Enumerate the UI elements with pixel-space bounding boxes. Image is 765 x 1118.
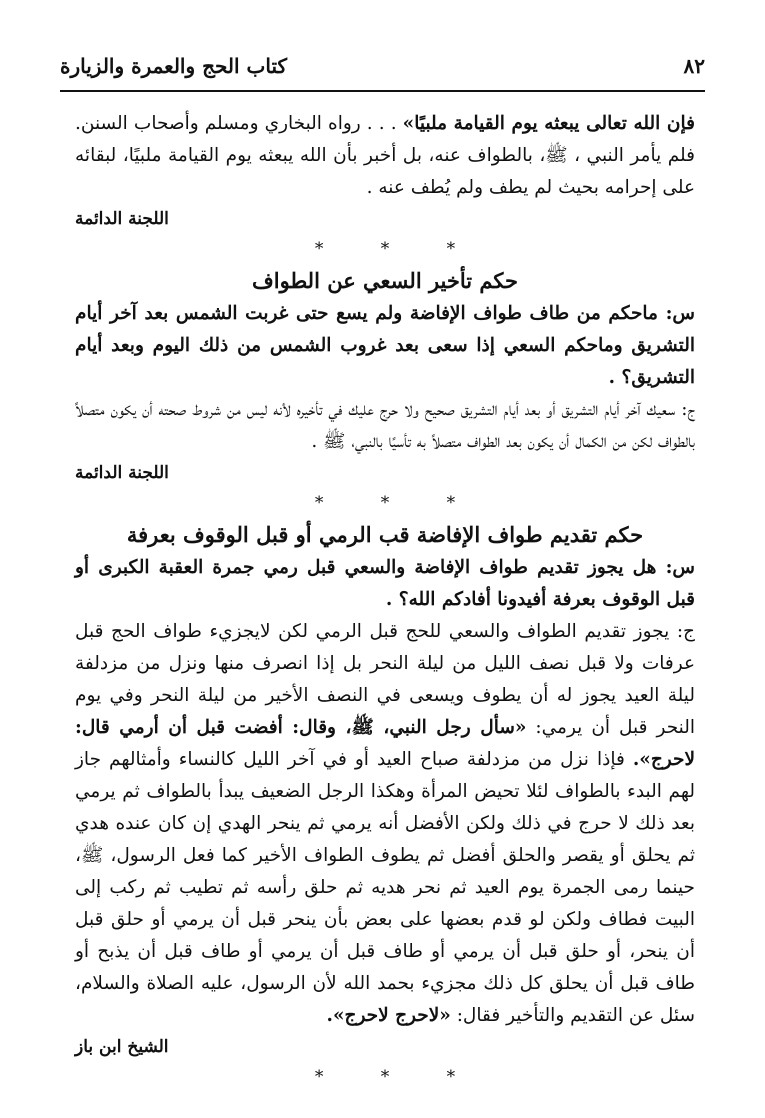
question-2: س: هل يجوز تقديم طواف الإفاضة والسعي قبل رمي جمرة العقبة الكبرى أو قبل الوقوف بعرفة أفيدونا أفادكم الله؟ . <box>75 557 695 610</box>
answer-2-part-b: فإذا نزل من مزدلفة صباح العيد أو في آخر الليل كالنساء وأمثالهم جاز لهم البدء بالطواف لئلا تحيض المرأة وهكذا الرجل الضعيف يبدأ بالطواف ثم يرمي بعد ذلك لا حرج في ذلك ولكن الأفضل أنه يرمي ثم ينحر الهدي إن كان عنده هدي ثم يحلق أو يقصر والحلق أفضل ثم يطوف الطواف الأخير كما فعل الرسول، ﷺ، حينما رمى الجمرة يوم العيد ثم نحر هديه ثم حلق رأسه ثم تطيب ثم ركب إلى البيت فطاف ولكن لو قدم بعضها على بعض بأن ينحر قبل أن يرمي أو حلق قبل أن ينحر، أو حلق قبل أن يرمي أو طاف قبل أن يرمي أو طاف قبل أن يذبح أو طاف قبل أن يحلق كل ذلك مجزيء بحمد الله لأن الرسول، عليه الصلاة والسلام، سئل عن التقديم والتأخير فقال: <box>75 749 695 1026</box>
answer-2-part-a: ج: يجوز تقديم الطواف والسعي للحج قبل الرمي لكن لايجزيء طواف الحج قبل عرفات ولا قبل نصف الليل من ليلة النحر بل إذا انصرف منها ونزل من مزدلفة ليلة العيد يجوز له أن يطوف ويسعى في النصف الأخير من ليلة النحر وفي يوم النحر قبل أن يرمي: <box>75 621 695 738</box>
answer-2-hadith-2: «لاحرج لاحرج». <box>326 1005 451 1026</box>
intro-bold-quote: فإن الله تعالى يبعثه يوم القيامة ملبيًا» <box>402 113 695 134</box>
page-header <box>60 50 705 90</box>
signature-permanent-committee-1: اللجنة الدائمة <box>75 209 169 229</box>
header-rule <box>60 90 705 92</box>
section-separator-3: * * * <box>314 1067 482 1087</box>
page-body <box>75 108 695 1092</box>
page-number: ٨٢ <box>683 54 705 78</box>
answer-2 <box>75 616 695 1032</box>
section-separator-1: * * * <box>314 239 482 259</box>
section-title-delay-sai: حكم تأخير السعي عن الطواف <box>252 268 518 293</box>
signature-ibn-baz: الشيخ ابن باز <box>75 1037 169 1057</box>
section-separator-2: * * * <box>314 493 482 513</box>
intro-paragraph <box>75 108 695 204</box>
intro-text: . . . رواه البخاري ومسلم وأصحاب السنن. فلم يأمر النبي ، ﷺ، بالطواف عنه، بل أخبر بأن الله يبعثه يوم القيامة ملبيًا، لبقائه على إحرامه بحيث لم يطف ولم يُطف عنه . <box>75 113 695 198</box>
answer-1: ج: سعيك آخر أيام التشريق أو بعد أيام التشريق صحيح ولا حرج عليك في تأخيره لأنه ليس من شروط صحته أن يكون متصلاً بالطواف لكن من الكمال أن يكون بعد الطواف متصلاً به تأسيًا بالنبي، ﷺ . <box>75 399 695 452</box>
signature-permanent-committee-2: اللجنة الدائمة <box>75 463 169 483</box>
book-title: كتاب الحج والعمرة والزيارة <box>60 54 288 78</box>
question-1: س: ماحكم من طاف طواف الإفاضة ولم يسع حتى غربت الشمس بعد آخر أيام التشريق وماحكم السعي إذا سعى بعد غروب الشمس من ذلك اليوم وبعد أيام التشريق؟ . <box>75 303 695 388</box>
answer-2-hadith-1: «سأل رجل النبي، ﷺ، وقال: أفضت قبل أن أرمي قال: لاحرج». <box>75 717 695 770</box>
section-title-tawaf-before-rami: حكم تقديم طواف الإفاضة قب الرمي أو قبل الوقوف بعرفة <box>126 522 644 547</box>
